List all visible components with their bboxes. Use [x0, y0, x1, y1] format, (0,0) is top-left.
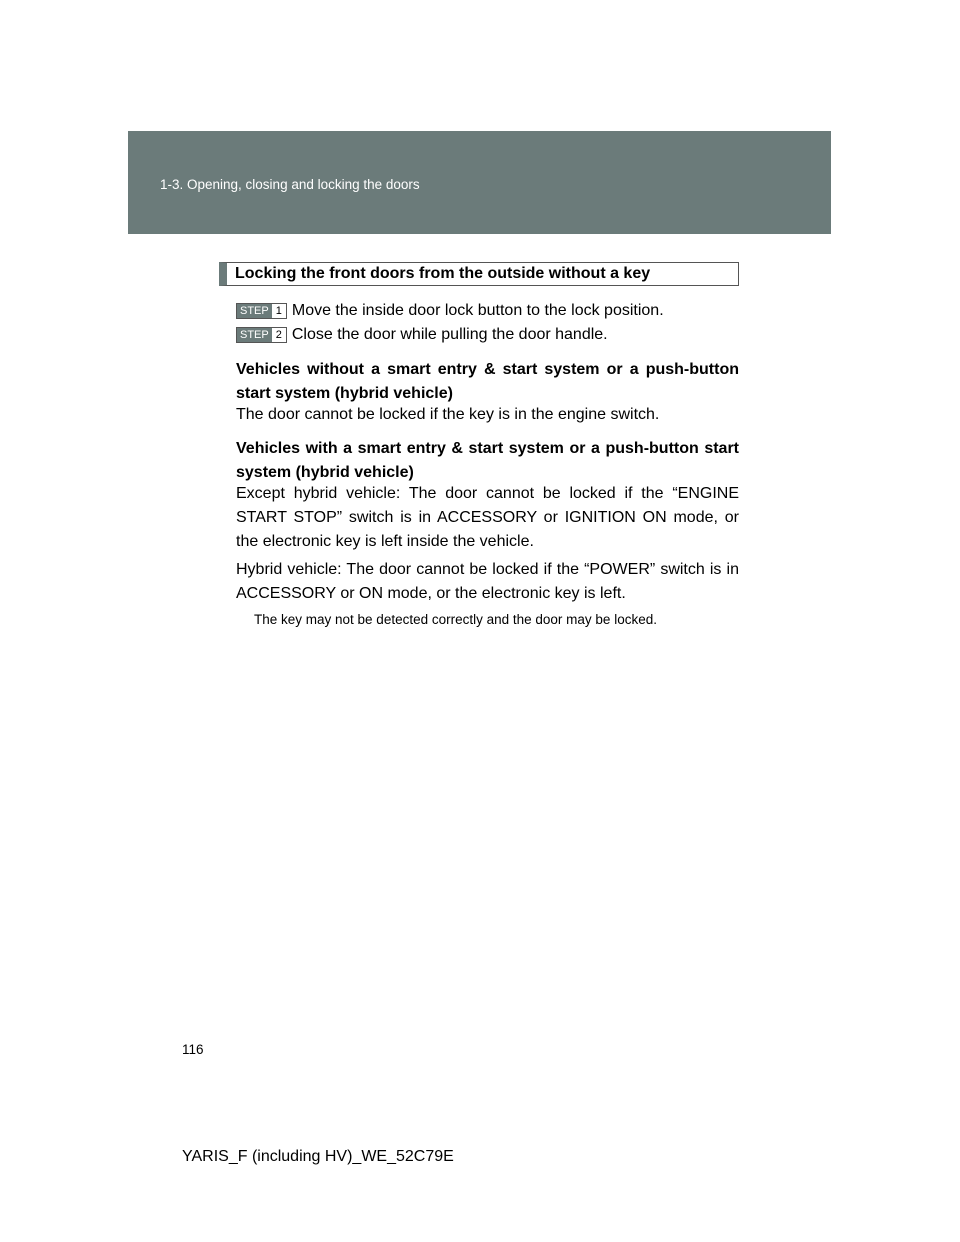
- step-2-badge-number: 2: [272, 328, 286, 342]
- section-title: 1-3. Opening, closing and locking the doors: [160, 177, 420, 192]
- document-id: YARIS_F (including HV)_WE_52C79E: [182, 1148, 454, 1165]
- step-2: [236, 326, 608, 344]
- step-2-badge-word: STEP: [237, 328, 272, 342]
- step-1-badge: [236, 303, 287, 319]
- note-text: The key may not be detected correctly and the door may be locked.: [254, 612, 657, 627]
- section-heading: Locking the front doors from the outside without a key: [219, 262, 739, 286]
- except-hybrid-text: Except hybrid vehicle: The door cannot be locked if the “ENGINE START STOP” switch is in ACCESSORY or IGNITION ON mode, or the electronic key is left inside the vehicle.: [236, 485, 739, 550]
- step-1-badge-word: STEP: [237, 304, 272, 318]
- step-2-text: Close the door while pulling the door handle.: [291, 326, 608, 343]
- step-2-badge: [236, 327, 287, 343]
- page-number: 116: [182, 1042, 204, 1057]
- header-band: [128, 131, 831, 234]
- vehicles-without-heading: Vehicles without a smart entry & start system or a push-button start system (hybrid vehicle): [236, 361, 739, 402]
- vehicles-with-heading: Vehicles with a smart entry & start system or a push-button start system (hybrid vehicle): [236, 440, 739, 481]
- step-1-text: Move the inside door lock button to the lock position.: [291, 302, 664, 319]
- step-1: [236, 302, 664, 320]
- step-1-badge-number: 1: [272, 304, 286, 318]
- hybrid-text: Hybrid vehicle: The door cannot be locked if the “POWER” switch is in ACCESSORY or ON mode, or the electronic key is left.: [236, 561, 739, 602]
- vehicles-without-text: The door cannot be locked if the key is in the engine switch.: [236, 406, 660, 423]
